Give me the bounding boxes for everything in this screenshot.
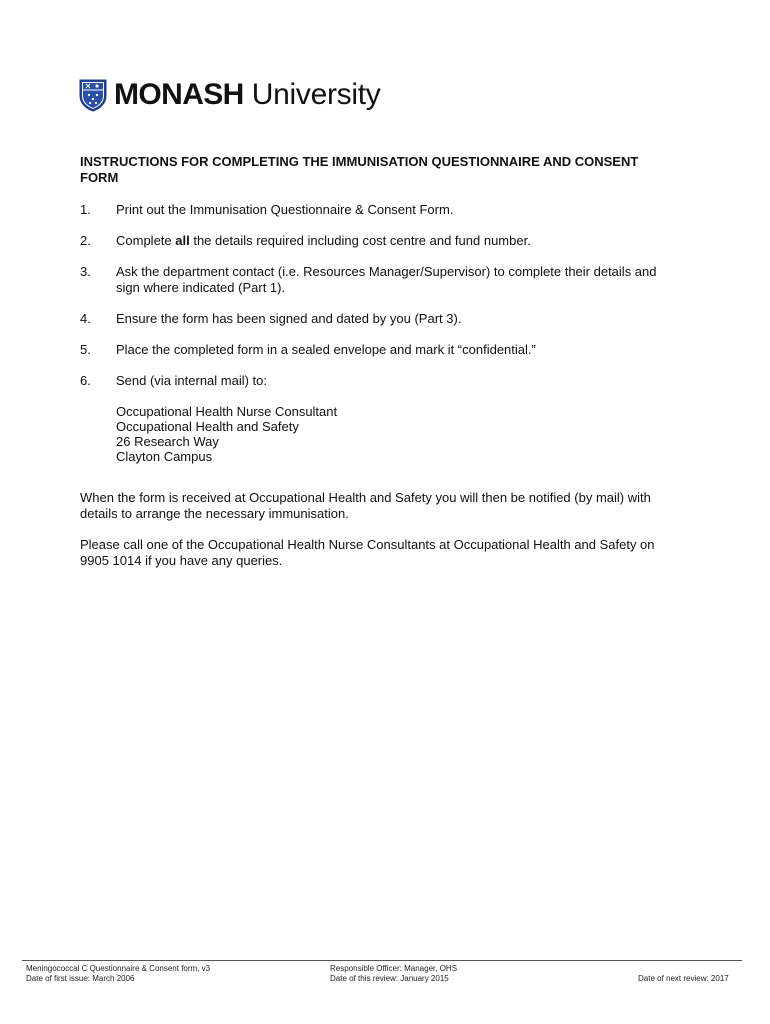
logo-brand: MONASH bbox=[114, 78, 244, 111]
monash-logo bbox=[78, 76, 380, 114]
step-text-post: the details required including cost centre and fund number. bbox=[189, 233, 531, 248]
address-line: 26 Research Way bbox=[116, 434, 219, 449]
list-item bbox=[80, 342, 670, 358]
instruction-list bbox=[80, 202, 670, 479]
footer-responsible-officer: Responsible Officer: Manager, OHS bbox=[330, 964, 458, 973]
step-number: 6. bbox=[80, 373, 91, 388]
logo-suffix: University bbox=[243, 78, 381, 111]
list-item bbox=[80, 311, 670, 327]
step-text: Ask the department contact (i.e. Resources Manager/Supervisor) to complete their details and sign where indicated (Part 1). bbox=[116, 264, 657, 295]
footer-next-review: Date of next review: 2017 bbox=[638, 974, 729, 983]
footer-form-name: Meningococcal C Questionnaire & Consent form, v3 bbox=[26, 964, 211, 973]
step-number: 5. bbox=[80, 342, 91, 357]
step-number: 4. bbox=[80, 311, 91, 326]
footer-middle bbox=[330, 964, 457, 984]
footer-divider bbox=[22, 960, 742, 961]
step-text-emphasis: all bbox=[175, 233, 190, 248]
step-text: Ensure the form has been signed and dated by you (Part 3). bbox=[116, 311, 462, 326]
list-item bbox=[80, 373, 670, 464]
step-text: Send (via internal mail) to: bbox=[116, 373, 268, 388]
contact-paragraph: Please call one of the Occupational Health Nurse Consultants at Occupational Health and Safety on 9905 1014 if you have any queries. bbox=[80, 537, 655, 568]
list-item bbox=[80, 264, 670, 296]
address-line: Occupational Health Nurse Consultant bbox=[116, 404, 338, 419]
footer-first-issue: Date of first issue: March 2006 bbox=[26, 974, 135, 983]
logo-wordmark bbox=[114, 78, 380, 112]
mailing-address bbox=[116, 404, 670, 464]
list-item bbox=[80, 202, 670, 218]
footer-this-review: Date of this review: January 2015 bbox=[330, 974, 449, 983]
step-text bbox=[116, 233, 531, 248]
address-line: Occupational Health and Safety bbox=[116, 419, 299, 434]
step-number: 2. bbox=[80, 233, 91, 248]
footer-left bbox=[26, 964, 210, 984]
step-number: 1. bbox=[80, 202, 91, 217]
step-number: 3. bbox=[80, 264, 91, 279]
page-title: INSTRUCTIONS FOR COMPLETING THE IMMUNISATION QUESTIONNAIRE AND CONSENT FORM bbox=[80, 154, 639, 185]
list-item bbox=[80, 233, 670, 249]
step-text-pre: Complete bbox=[116, 233, 176, 248]
notification-paragraph: When the form is received at Occupational Health and Safety you will then be notified (by mail) with details to arrange the necessary immunisation. bbox=[80, 490, 651, 521]
step-text: Place the completed form in a sealed envelope and mark it “confidential.” bbox=[116, 342, 536, 357]
step-text: Print out the Immunisation Questionnaire & Consent Form. bbox=[116, 202, 454, 217]
address-line: Clayton Campus bbox=[116, 449, 213, 464]
monash-crest-icon bbox=[78, 78, 108, 112]
